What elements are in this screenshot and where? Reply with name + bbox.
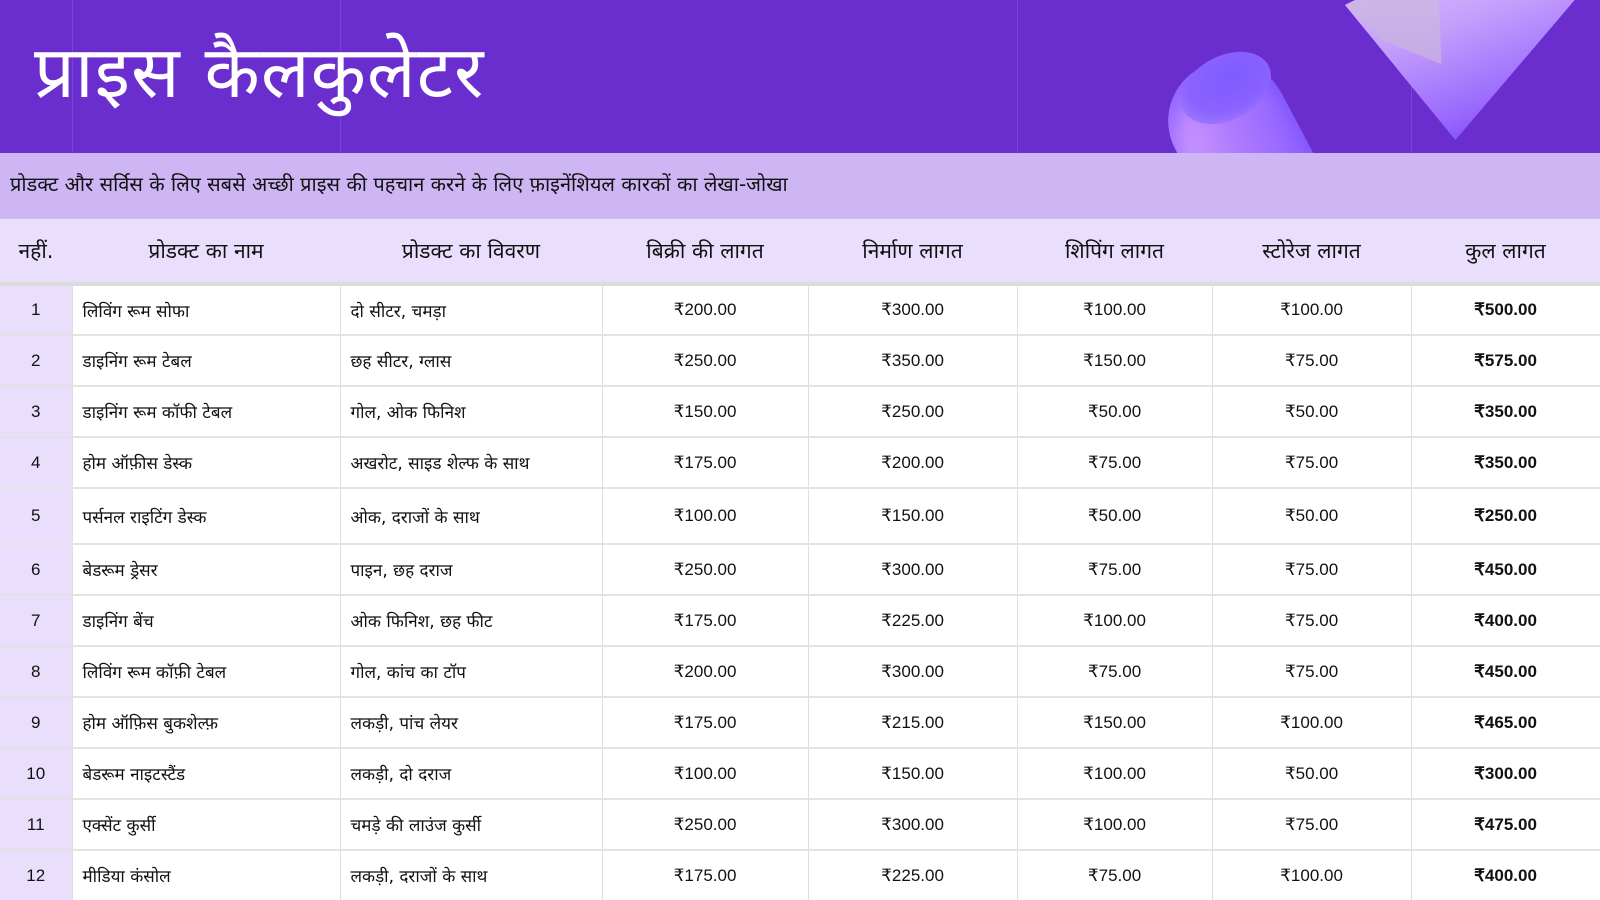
sale-cost-cell[interactable]: ₹175.00	[602, 850, 808, 900]
sale-cost-cell[interactable]: ₹100.00	[602, 748, 808, 799]
price-table	[0, 219, 1600, 900]
manufacturing-cost-cell[interactable]: ₹300.00	[808, 799, 1017, 850]
row-number-cell[interactable]: 2	[0, 335, 72, 386]
sale-cost-cell[interactable]: ₹175.00	[602, 437, 808, 488]
manufacturing-cost-cell[interactable]: ₹350.00	[808, 335, 1017, 386]
shipping-cost-cell[interactable]: ₹75.00	[1017, 850, 1212, 900]
shipping-cost-cell[interactable]: ₹100.00	[1017, 748, 1212, 799]
product-description-cell[interactable]: गोल, कांच का टॉप	[340, 646, 602, 697]
column-header-number[interactable]: नहीं.	[0, 219, 72, 284]
grid-line	[1017, 0, 1018, 153]
manufacturing-cost-cell[interactable]: ₹225.00	[808, 850, 1017, 900]
sale-cost-cell[interactable]: ₹200.00	[602, 646, 808, 697]
column-header-manufacturing-cost[interactable]: निर्माण लागत	[808, 219, 1017, 284]
page-subtitle: प्रोडक्ट और सर्विस के लिए सबसे अच्छी प्राइस की पहचान करने के लिए फ़ाइनेंशियल कारकों का लेखा-जोखा	[10, 172, 788, 196]
row-number-cell[interactable]: 8	[0, 646, 72, 697]
product-name-cell[interactable]: बेडरूम ड्रेसर	[72, 544, 340, 595]
row-number-cell[interactable]: 9	[0, 697, 72, 748]
manufacturing-cost-cell[interactable]: ₹225.00	[808, 595, 1017, 646]
sale-cost-cell[interactable]: ₹200.00	[602, 284, 808, 335]
shipping-cost-cell[interactable]: ₹150.00	[1017, 335, 1212, 386]
subtitle-bar	[0, 153, 1600, 219]
manufacturing-cost-cell[interactable]: ₹300.00	[808, 544, 1017, 595]
manufacturing-cost-cell[interactable]: ₹300.00	[808, 646, 1017, 697]
product-name-cell[interactable]: लिविंग रूम सोफा	[72, 284, 340, 335]
manufacturing-cost-cell[interactable]: ₹215.00	[808, 697, 1017, 748]
product-name-cell[interactable]: बेडरूम नाइटस्टैंड	[72, 748, 340, 799]
sale-cost-cell[interactable]: ₹250.00	[602, 544, 808, 595]
manufacturing-cost-cell[interactable]: ₹300.00	[808, 284, 1017, 335]
row-number-cell[interactable]: 5	[0, 488, 72, 544]
product-description-cell[interactable]: छह सीटर, ग्लास	[340, 335, 602, 386]
table-row	[0, 799, 1600, 850]
product-name-cell[interactable]: होम ऑफ़ीस डेस्क	[72, 437, 340, 488]
total-cost-cell[interactable]: ₹400.00	[1411, 595, 1600, 646]
storage-cost-cell[interactable]: ₹75.00	[1212, 335, 1411, 386]
storage-cost-cell[interactable]: ₹75.00	[1212, 544, 1411, 595]
column-header-shipping-cost[interactable]: शिपिंग लागत	[1017, 219, 1212, 284]
product-description-cell[interactable]: लकड़ी, दो दराज	[340, 748, 602, 799]
product-name-cell[interactable]: डाइनिंग रूम टेबल	[72, 335, 340, 386]
product-name-cell[interactable]: होम ऑफ़िस बुकशेल्फ़	[72, 697, 340, 748]
table-row	[0, 850, 1600, 900]
sale-cost-cell[interactable]: ₹100.00	[602, 488, 808, 544]
column-header-total-cost[interactable]: कुल लागत	[1411, 219, 1600, 284]
shipping-cost-cell[interactable]: ₹75.00	[1017, 437, 1212, 488]
column-header-sale-cost[interactable]: बिक्री की लागत	[602, 219, 808, 284]
table-row	[0, 488, 1600, 544]
shipping-cost-cell[interactable]: ₹150.00	[1017, 697, 1212, 748]
storage-cost-cell[interactable]: ₹75.00	[1212, 646, 1411, 697]
product-description-cell[interactable]: ओक फिनिश, छह फीट	[340, 595, 602, 646]
table-row	[0, 646, 1600, 697]
product-description-cell[interactable]: ओक, दराजों के साथ	[340, 488, 602, 544]
total-cost-cell[interactable]: ₹350.00	[1411, 437, 1600, 488]
total-cost-cell[interactable]: ₹400.00	[1411, 850, 1600, 900]
product-description-cell[interactable]: लकड़ी, पांच लेयर	[340, 697, 602, 748]
row-number-cell[interactable]: 10	[0, 748, 72, 799]
sale-cost-cell[interactable]: ₹250.00	[602, 335, 808, 386]
total-cost-cell[interactable]: ₹575.00	[1411, 335, 1600, 386]
row-number-cell[interactable]: 7	[0, 595, 72, 646]
row-number-cell[interactable]: 12	[0, 850, 72, 900]
product-description-cell[interactable]: गोल, ओक फिनिश	[340, 386, 602, 437]
storage-cost-cell[interactable]: ₹75.00	[1212, 799, 1411, 850]
row-number-cell[interactable]: 3	[0, 386, 72, 437]
page-title: प्राइस कैलकुलेटर	[34, 30, 485, 114]
total-cost-cell[interactable]: ₹500.00	[1411, 284, 1600, 335]
table-row	[0, 748, 1600, 799]
row-number-cell[interactable]: 6	[0, 544, 72, 595]
total-cost-cell[interactable]: ₹300.00	[1411, 748, 1600, 799]
shipping-cost-cell[interactable]: ₹75.00	[1017, 646, 1212, 697]
column-header-storage-cost[interactable]: स्टोरेज लागत	[1212, 219, 1411, 284]
storage-cost-cell[interactable]: ₹50.00	[1212, 748, 1411, 799]
sale-cost-cell[interactable]: ₹175.00	[602, 697, 808, 748]
product-description-cell[interactable]: पाइन, छह दराज	[340, 544, 602, 595]
product-description-cell[interactable]: चमड़े की लाउंज कुर्सी	[340, 799, 602, 850]
manufacturing-cost-cell[interactable]: ₹200.00	[808, 437, 1017, 488]
total-cost-cell[interactable]: ₹450.00	[1411, 544, 1600, 595]
shipping-cost-cell[interactable]: ₹75.00	[1017, 544, 1212, 595]
product-description-cell[interactable]: दो सीटर, चमड़ा	[340, 284, 602, 335]
storage-cost-cell[interactable]: ₹100.00	[1212, 850, 1411, 900]
sale-cost-cell[interactable]: ₹150.00	[602, 386, 808, 437]
row-number-cell[interactable]: 4	[0, 437, 72, 488]
product-name-cell[interactable]: डाइनिंग बेंच	[72, 595, 340, 646]
row-number-cell[interactable]: 11	[0, 799, 72, 850]
product-name-cell[interactable]: पर्सनल राइटिंग डेस्क	[72, 488, 340, 544]
total-cost-cell[interactable]: ₹450.00	[1411, 646, 1600, 697]
storage-cost-cell[interactable]: ₹100.00	[1212, 697, 1411, 748]
manufacturing-cost-cell[interactable]: ₹150.00	[808, 748, 1017, 799]
storage-cost-cell[interactable]: ₹75.00	[1212, 437, 1411, 488]
shipping-cost-cell[interactable]: ₹50.00	[1017, 386, 1212, 437]
product-name-cell[interactable]: मीडिया कंसोल	[72, 850, 340, 900]
shipping-cost-cell[interactable]: ₹50.00	[1017, 488, 1212, 544]
table-header-row	[0, 219, 1600, 284]
table-row	[0, 595, 1600, 646]
row-number-cell[interactable]: 1	[0, 284, 72, 335]
manufacturing-cost-cell[interactable]: ₹150.00	[808, 488, 1017, 544]
product-name-cell[interactable]: डाइनिंग रूम कॉफी टेबल	[72, 386, 340, 437]
total-cost-cell[interactable]: ₹350.00	[1411, 386, 1600, 437]
product-description-cell[interactable]: अखरोट, साइड शेल्फ के साथ	[340, 437, 602, 488]
storage-cost-cell[interactable]: ₹100.00	[1212, 284, 1411, 335]
table-row	[0, 544, 1600, 595]
total-cost-cell[interactable]: ₹475.00	[1411, 799, 1600, 850]
column-header-product-name[interactable]: प्रोडक्ट का नाम	[72, 219, 340, 284]
table-row	[0, 697, 1600, 748]
shipping-cost-cell[interactable]: ₹100.00	[1017, 284, 1212, 335]
product-name-cell[interactable]: लिविंग रूम कॉफ़ी टेबल	[72, 646, 340, 697]
title-banner	[0, 0, 1600, 153]
table-row	[0, 386, 1600, 437]
table-row	[0, 284, 1600, 335]
column-header-product-description[interactable]: प्रोडक्ट का विवरण	[340, 219, 602, 284]
storage-cost-cell[interactable]: ₹50.00	[1212, 386, 1411, 437]
total-cost-cell[interactable]: ₹465.00	[1411, 697, 1600, 748]
table-row	[0, 437, 1600, 488]
manufacturing-cost-cell[interactable]: ₹250.00	[808, 386, 1017, 437]
storage-cost-cell[interactable]: ₹50.00	[1212, 488, 1411, 544]
sale-cost-cell[interactable]: ₹250.00	[602, 799, 808, 850]
shipping-cost-cell[interactable]: ₹100.00	[1017, 595, 1212, 646]
total-cost-cell[interactable]: ₹250.00	[1411, 488, 1600, 544]
table-row	[0, 335, 1600, 386]
shipping-cost-cell[interactable]: ₹100.00	[1017, 799, 1212, 850]
storage-cost-cell[interactable]: ₹75.00	[1212, 595, 1411, 646]
product-name-cell[interactable]: एक्सेंट कुर्सी	[72, 799, 340, 850]
product-description-cell[interactable]: लकड़ी, दराजों के साथ	[340, 850, 602, 900]
sale-cost-cell[interactable]: ₹175.00	[602, 595, 808, 646]
